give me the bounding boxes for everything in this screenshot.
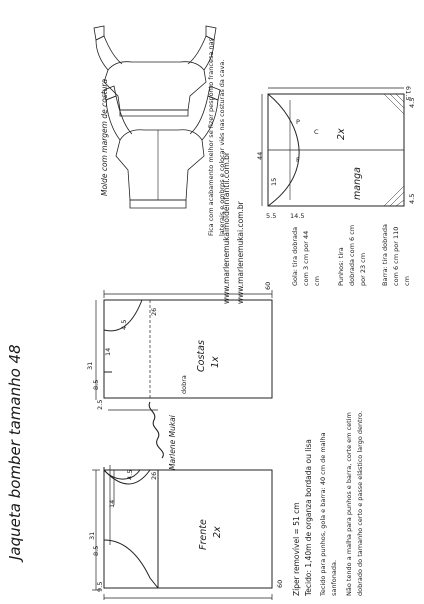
sleeve-mark-f: F	[296, 156, 300, 164]
sleeve-mark-p: P	[296, 118, 300, 126]
lining-note: Fica com acabamento melhor se fizer pesponto francesa nas laterais e ombros e colocar viés nas costuras da cava.	[207, 38, 226, 236]
cuffs-note: Punhos: tira dobrada com 6 cm por 23 cm	[337, 224, 367, 286]
sleeve-dim-15: 15	[270, 177, 278, 186]
front-dim-31: 31	[88, 531, 96, 540]
zipper-note: Zíper removível = 51 cm	[292, 502, 301, 596]
front-dimension-lines	[92, 465, 272, 600]
sleeve-pattern-piece	[268, 94, 404, 206]
sleeve-piece-name: manga	[352, 167, 363, 200]
website-line-1: www.marlenemukai.com.br	[236, 201, 245, 304]
back-dim-2-5: 2.5	[96, 399, 104, 410]
back-dim-4-5: 4.5	[120, 319, 128, 330]
page-title: Jaqueta bomber tamanho 48	[6, 344, 24, 560]
back-dim-26: 26	[150, 307, 158, 316]
sleeve-dimension-lines	[262, 88, 404, 206]
back-dim-31: 31	[86, 361, 94, 370]
rib-fabric-note: Tecido para punhos, gola e barra: 40 cm de malha sanfonada.	[319, 432, 338, 596]
rib-alternative-note: Não tendo a malha para punhos e barra, corte em cetim dobrado do tamanho certo e passe elástico largo dentro.	[345, 410, 364, 596]
back-dim-60: 60	[264, 281, 272, 290]
sleeve-dim-44: 44	[256, 151, 264, 160]
sleeve-dim-14-5: 14.5	[290, 212, 305, 220]
sleeve-mark-c: C	[314, 128, 319, 136]
front-dim-26: 26	[150, 471, 158, 480]
front-pattern-piece	[104, 467, 272, 588]
front-dim-14: 14	[108, 499, 116, 508]
front-dim-8-5: 8.5	[92, 545, 100, 556]
back-piece-name: Costas	[196, 340, 207, 372]
front-piece-name: Frente	[198, 519, 209, 550]
back-pattern-piece	[104, 300, 272, 398]
sleeve-dim-5-5: 5.5	[266, 212, 277, 220]
back-fold-label: dobra	[180, 375, 188, 394]
sleeve-dim-4-5-top: 4.5	[408, 97, 416, 108]
hem-note: Barra: tira dobrada com 6 cm por 110 cm	[381, 224, 411, 286]
jacket-sketch-back	[94, 26, 216, 116]
signature: Marlene Mukai	[168, 415, 177, 470]
size-number: 48	[6, 344, 24, 364]
front-dim-9-5: 9.5	[96, 581, 104, 592]
back-dim-8-5: 8.5	[92, 379, 100, 390]
mold-note: Molde com margem de costura	[100, 78, 109, 196]
sleeve-dim-4-5-bottom: 4.5	[408, 193, 416, 204]
website-line-2: www.marlenemukaimoldeinfantil.com.br	[222, 151, 231, 304]
signature-scribble	[149, 402, 163, 458]
front-piece-quantity: 2x	[212, 526, 223, 538]
front-dim-60: 60	[276, 579, 284, 588]
fabric-note: Tecido: 1,40m de organza bordada ou lisa	[304, 439, 313, 596]
back-piece-quantity: 1x	[210, 356, 221, 368]
sleeve-dim-61-5: 61.5	[404, 86, 412, 101]
front-dim-4-5: 4.5	[126, 469, 134, 480]
collar-note: Gola: tira dobrada com 3 cm por 44 cm	[291, 226, 321, 286]
jacket-sketch-front	[104, 86, 220, 208]
sleeve-piece-quantity: 2x	[336, 128, 347, 140]
back-dim-14: 14	[104, 347, 112, 356]
